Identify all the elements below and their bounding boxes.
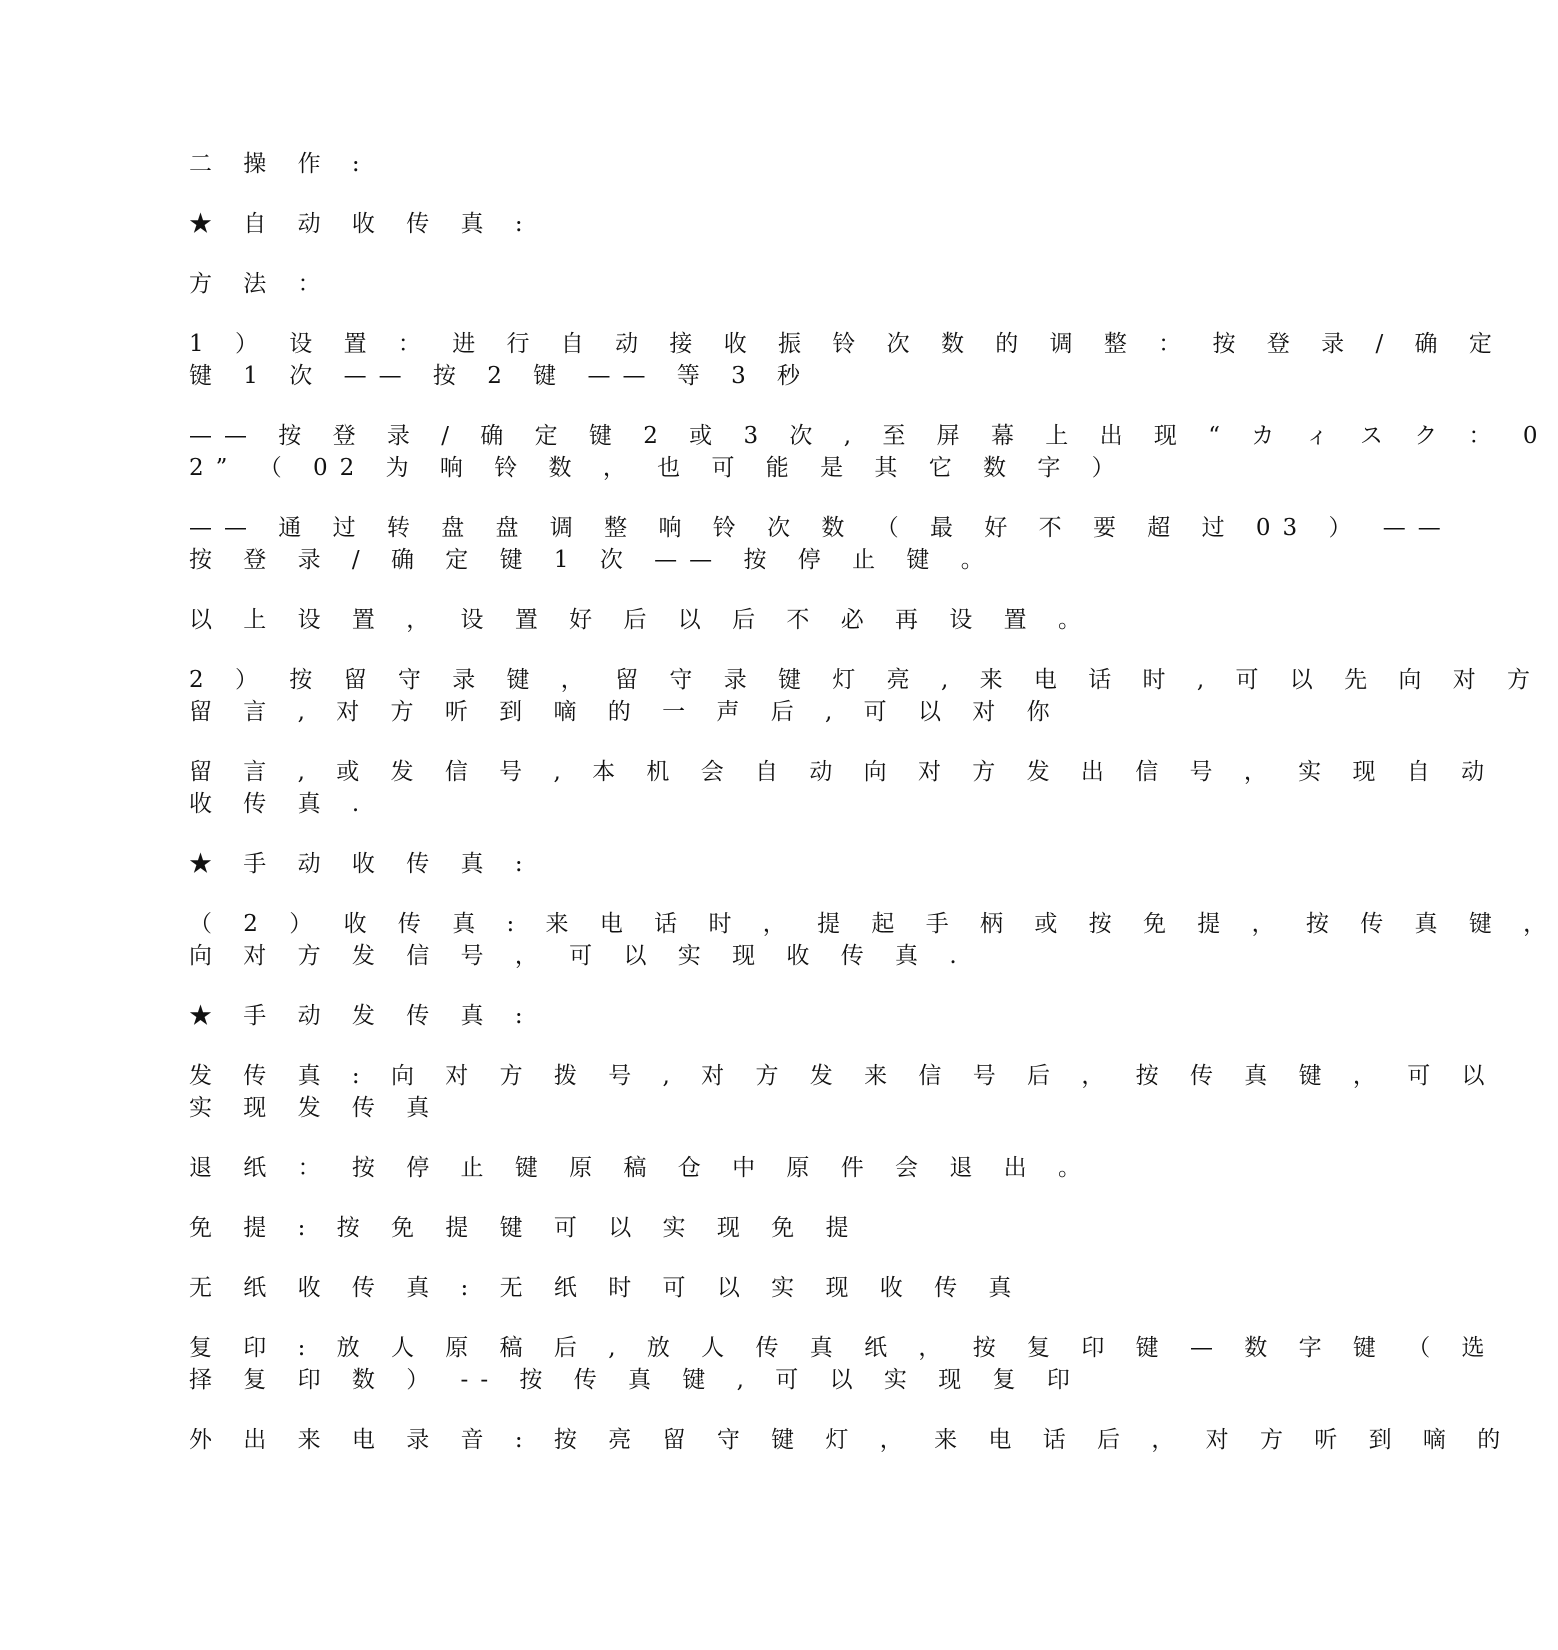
text-line: 留 言 , 对 方 听 到 嘀 的 一 声 后 , 可 以 对 你: [189, 699, 1062, 725]
paragraph-step-2b: [189, 756, 1497, 820]
paragraph-eject-paper: [189, 1152, 1109, 1184]
text-line: 留 言 , 或 发 信 号 , 本 机 会 自 动 向 对 方 发 出 信 号 ， 实 现 自 动: [189, 759, 1497, 785]
text-line: （ 2 ） 收 传 真 : 来 电 话 时 ， 提 起 手 柄 或 按 免 提 ， 按 传 真 键 ，: [189, 911, 1558, 937]
text-line: ★ 手 动 收 传 真 :: [189, 851, 535, 877]
paragraph-handsfree: [189, 1212, 1109, 1244]
text-line: 发 传 真 : 向 对 方 拨 号 , 对 方 发 来 信 号 后 ， 按 传 真 键 ， 可 以: [189, 1063, 1497, 1089]
heading-auto-receive-fax: [189, 208, 1109, 240]
text-line: —— 按 登 录 / 确 定 键 2 或 3 次 , 至 屏 幕 上 出 现 “ カ ィ ス ク ： 0: [189, 423, 1550, 449]
text-line: —— 通 过 转 盘 盘 调 整 响 铃 次 数 （ 最 好 不 要 超 过 03 ） ——: [189, 515, 1453, 541]
paragraph-send-fax: [189, 1060, 1497, 1124]
paragraph-method: [189, 268, 1109, 300]
text-line: 复 印 : 放 人 原 稿 后 , 放 人 传 真 纸 ， 按 复 印 键 — 数 字 键 （ 选: [189, 1335, 1497, 1361]
text-line: 收 传 真 .: [189, 791, 372, 817]
heading-manual-send-fax: [189, 1000, 1109, 1032]
text-line: 择 复 印 数 ） -- 按 传 真 键 , 可 以 实 现 复 印: [189, 1367, 1082, 1393]
text-line: 以 上 设 置 ， 设 置 好 后 以 后 不 必 再 设 置 。: [189, 607, 1093, 633]
text-line: 按 登 录 / 确 定 键 1 次 —— 按 停 止 键 。: [189, 547, 996, 573]
paragraph-away-recording: [189, 1424, 1513, 1456]
text-line: 方 法 ：: [189, 271, 333, 297]
text-line: ★ 手 动 发 传 真 :: [189, 1003, 535, 1029]
text-line: 实 现 发 传 真: [189, 1095, 442, 1121]
heading-manual-receive-fax: [189, 848, 1109, 880]
text-line: 二 操 作 :: [189, 151, 372, 177]
document-body: [189, 148, 1558, 1484]
text-line: 2 ） 按 留 守 录 键 ， 留 守 录 键 灯 亮 , 来 电 话 时 , 可 以 先 向 对 方: [189, 667, 1543, 693]
paragraph-settings-note: [189, 604, 1109, 636]
text-line: 1 ） 设 置 ： 进 行 自 动 接 收 振 铃 次 数 的 调 整 ： 按 登 录 / 确 定: [189, 331, 1504, 357]
text-line: 免 提 : 按 免 提 键 可 以 实 现 免 提: [189, 1215, 861, 1241]
paragraph-manual-receive: [189, 908, 1558, 972]
text-line: 键 1 次 —— 按 2 键 —— 等 3 秒: [189, 363, 813, 389]
paragraph-step-1: [189, 328, 1504, 392]
section-title-operation: [189, 148, 1109, 180]
text-line: ★ 自 动 收 传 真 :: [189, 211, 535, 237]
text-line: 向 对 方 发 信 号 ， 可 以 实 现 收 传 真 .: [189, 943, 969, 969]
paragraph-paperless-receive: [189, 1272, 1109, 1304]
paragraph-step-1c: [189, 512, 1453, 576]
paragraph-step-2: [189, 664, 1543, 728]
text-line: 外 出 来 电 录 音 : 按 亮 留 守 键 灯 ， 来 电 话 后 ， 对 方 听 到 嘀 的: [189, 1427, 1513, 1453]
text-line: 无 纸 收 传 真 : 无 纸 时 可 以 实 现 收 传 真: [189, 1275, 1024, 1301]
text-line: 2” （ 02 为 响 铃 数 ， 也 可 能 是 其 它 数 字 ）: [189, 455, 1127, 481]
paragraph-copy: [189, 1332, 1497, 1396]
paragraph-step-1b: [189, 420, 1550, 484]
text-line: 退 纸 ： 按 停 止 键 原 稿 仓 中 原 件 会 退 出 。: [189, 1155, 1093, 1181]
